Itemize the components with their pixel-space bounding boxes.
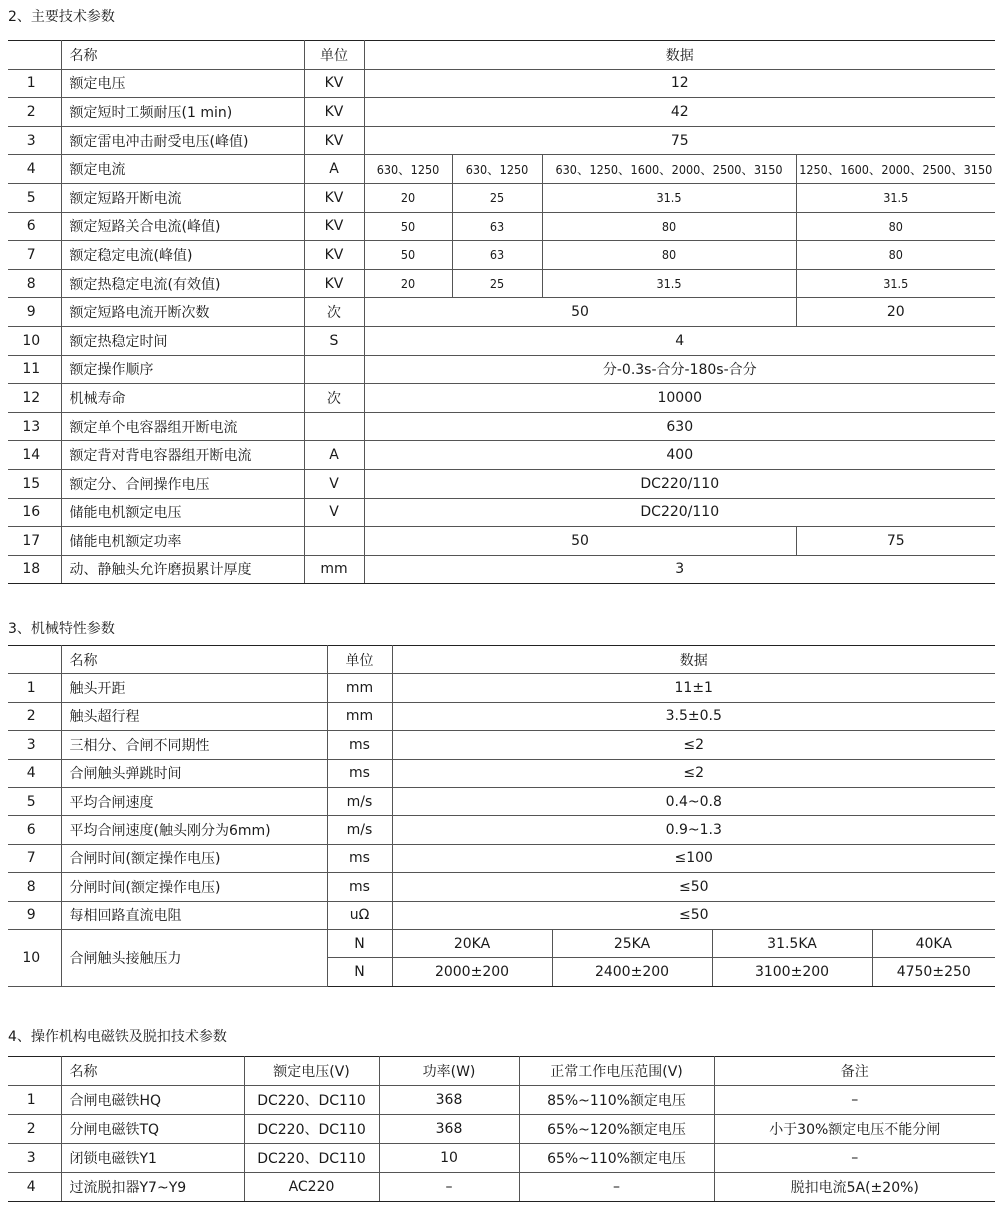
table-row: 13 额定单个电容器组开断电流 630 (8, 412, 995, 441)
table-row: 5 额定短路开断电流 KV 20 25 31.5 31.5 (8, 183, 995, 212)
table-row: 14 额定背对背电容器组开断电流 A 400 (8, 441, 995, 470)
table-row: 3 闭锁电磁铁Y1 DC220、DC110 10 65%~110%额定电压 – (8, 1144, 995, 1173)
table-row: 8 分闸时间(额定操作电压) ms ≤50 (8, 873, 995, 901)
table-row: N 2000±200 2400±200 3100±200 4750±250 (8, 958, 995, 986)
table-row: 11 额定操作顺序 分-0.3s-合分-180s-合分 (8, 355, 995, 384)
header-name: 名称 (61, 41, 304, 70)
header-unit: 单位 (304, 41, 364, 70)
table-row: 18 动、静触头允许磨损累计厚度 mm 3 (8, 555, 995, 584)
table-row: 9 额定短路电流开断次数 次 50 20 (8, 298, 995, 327)
table-row: 7 额定稳定电流(峰值) KV 50 63 80 80 (8, 241, 995, 270)
table-row: 1 额定电压 KV 12 (8, 69, 995, 98)
actuator-params-table (8, 1056, 995, 1202)
main-tech-params-table (8, 40, 995, 584)
table-row: 1 触头开距 mm 11±1 (8, 674, 995, 702)
section-2-title: 2、主要技术参数 (8, 9, 115, 25)
table-row: 6 平均合闸速度(触头刚分为6mm) m/s 0.9~1.3 (8, 816, 995, 844)
section-4-title: 4、操作机构电磁铁及脱扣技术参数 (8, 1029, 227, 1045)
table-row: 10 额定热稳定时间 S 4 (8, 326, 995, 355)
table-row: 17 储能电机额定功率 50 75 (8, 527, 995, 556)
table-row: 1 合闸电磁铁HQ DC220、DC110 368 85%~110%额定电压 – (8, 1086, 995, 1115)
table-header-row: 名称 额定电压(V) 功率(W) 正常工作电压范围(V) 备注 (8, 1057, 995, 1086)
table-row: 6 额定短路关合电流(峰值) KV 50 63 80 80 (8, 212, 995, 241)
table-row: 4 过流脱扣器Y7~Y9 AC220 – – 脱扣电流5A(±20%) (8, 1173, 995, 1202)
table-row: 2 额定短时工频耐压(1 min) KV 42 (8, 98, 995, 127)
table-row: 2 触头超行程 mm 3.5±0.5 (8, 702, 995, 730)
table-row: 8 额定热稳定电流(有效值) KV 20 25 31.5 31.5 (8, 269, 995, 298)
table-row: 4 额定电流 A 630、1250 630、1250 630、1250、1600、2000、2500、3150 1250、1600、2000、2500、3150 (8, 155, 995, 184)
table-row: 3 额定雷电冲击耐受电压(峰值) KV 75 (8, 126, 995, 155)
table-row: 10 合闸触头接触压力 N 20KA 25KA 31.5KA 40KA (8, 929, 995, 957)
header-data: 数据 (364, 41, 995, 70)
table-row: 3 三相分、合闸不同期性 ms ≤2 (8, 731, 995, 759)
table-row: 4 合闸触头弹跳时间 ms ≤2 (8, 759, 995, 787)
table-header-row: 名称 单位 数据 (8, 646, 995, 674)
table-row: 12 机械寿命 次 10000 (8, 384, 995, 413)
table-row: 9 每相回路直流电阻 uΩ ≤50 (8, 901, 995, 929)
table-row: 5 平均合闸速度 m/s 0.4~0.8 (8, 787, 995, 815)
table-header-row (8, 41, 995, 70)
table-row: 7 合闸时间(额定操作电压) ms ≤100 (8, 844, 995, 872)
section-3-title: 3、机械特性参数 (8, 621, 115, 637)
mechanical-params-table (8, 645, 995, 987)
table-row: 15 额定分、合闸操作电压 V DC220/110 (8, 469, 995, 498)
table-row: 2 分闸电磁铁TQ DC220、DC110 368 65%~120%额定电压 小于30%额定电压不能分闸 (8, 1115, 995, 1144)
table-row: 16 储能电机额定电压 V DC220/110 (8, 498, 995, 527)
